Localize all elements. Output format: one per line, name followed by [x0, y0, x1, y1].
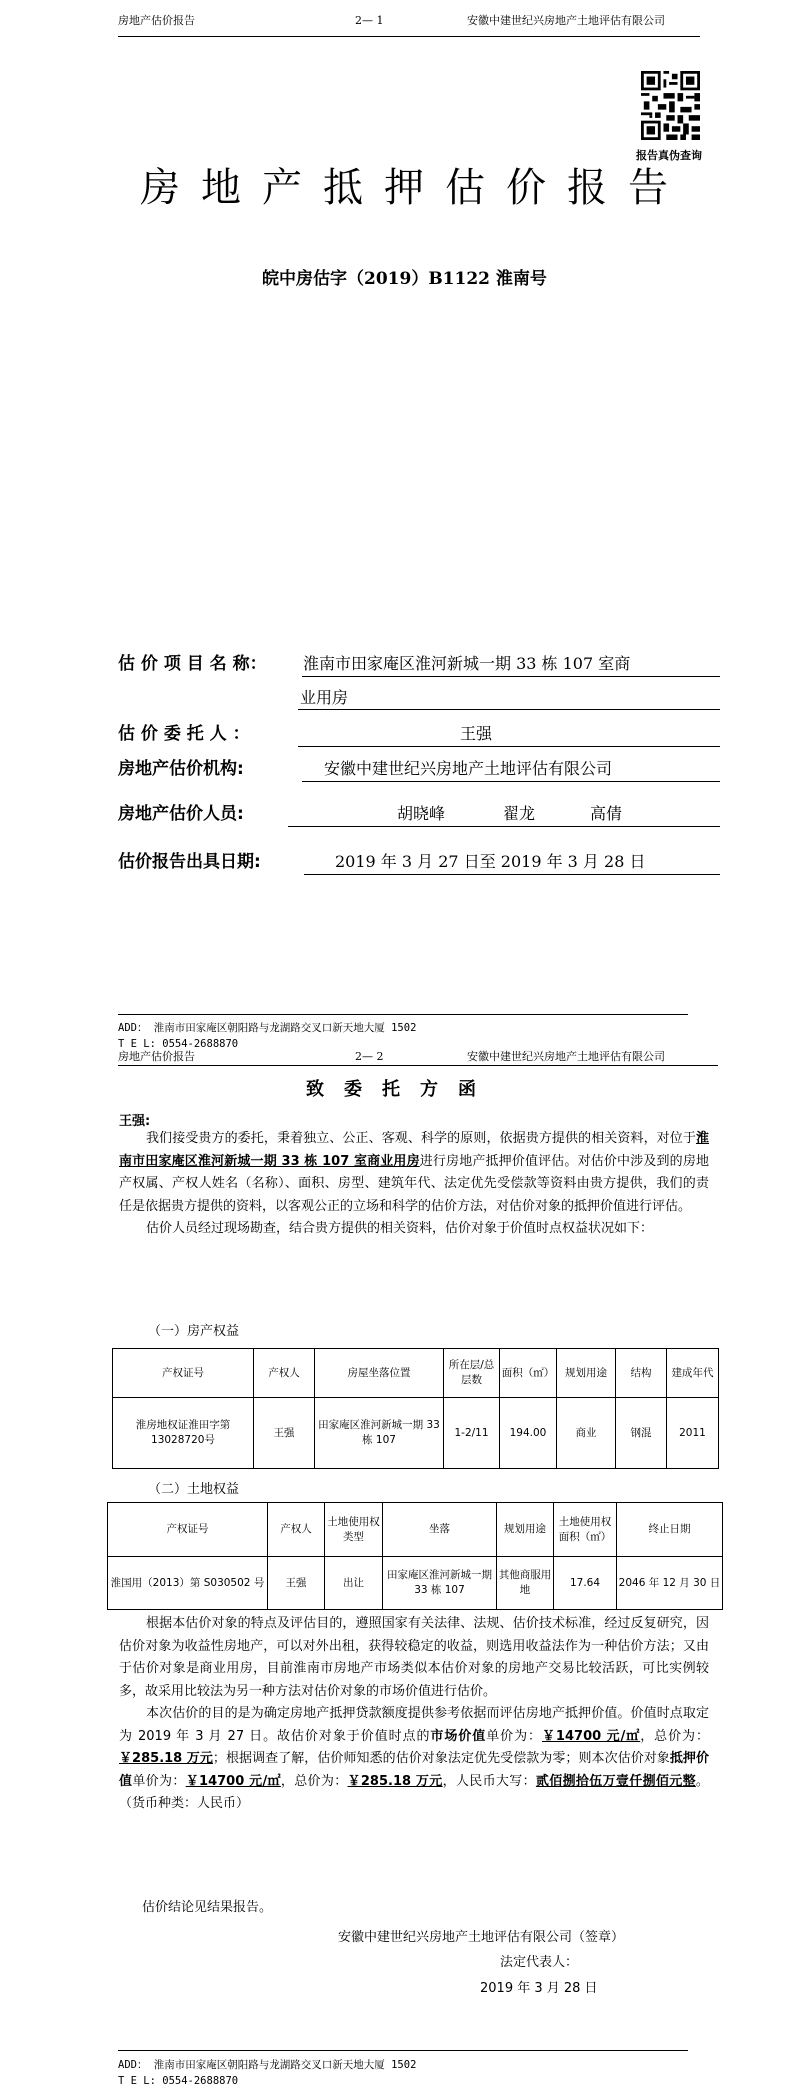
text: 单价为： [486, 1728, 542, 1744]
section-title-property: （一）房产权益 [148, 1324, 240, 1339]
table-cell: 其他商服用地 [497, 1557, 554, 1610]
footer-address: ADD： 淮南市田家庵区朝阳路与龙湖路交叉口新天地大厦 1502 [118, 1022, 417, 1034]
salutation: 王强: [119, 1114, 151, 1129]
table-header-row [108, 1503, 723, 1557]
table-cell: 钢混 [616, 1398, 667, 1469]
appraiser-name: 高倩 [590, 804, 623, 823]
appraiser-name: 翟龙 [503, 804, 536, 823]
table-header: 房屋坐落位置 [315, 1349, 444, 1398]
qr-caption: 报告真伪查询 [636, 149, 702, 162]
header-rule [118, 36, 700, 37]
capital-amount: 贰佰捌拾伍万壹仟捌佰元整 [535, 1773, 696, 1789]
header-right: 安徽中建世纪兴房地产土地评估有限公司 [467, 1050, 665, 1063]
page-number: 2— 1 [355, 14, 384, 27]
header-left: 房地产估价报告 [118, 1050, 195, 1063]
footer-phone: T E L: 0554-2688870 [118, 1038, 239, 1050]
page-number: 2— 2 [355, 1050, 384, 1063]
field-label-appraisers: 房地产估价人员: [118, 804, 244, 824]
appraiser-name: 胡晓峰 [397, 804, 446, 823]
conclusion-note: 估价结论见结果报告。 [142, 1900, 273, 1915]
property-address: 淮南市田家庵区淮河新城一期 33 栋 107 室商业用房 [119, 1131, 709, 1169]
field-label-client: 估 价 委 托 人 ： [118, 724, 250, 744]
table-cell: 出让 [325, 1557, 383, 1610]
table-header: 坐落 [383, 1503, 497, 1557]
header-right: 安徽中建世纪兴房地产土地评估有限公司 [467, 14, 665, 27]
table-cell: 淮国用（2013）第 S030502 号 [108, 1557, 268, 1610]
table-cell: 田家庵区淮河新城一期 33 栋 107 [315, 1398, 444, 1469]
table-header: 终止日期 [617, 1503, 723, 1557]
table-header: 面积（㎡） [500, 1349, 557, 1398]
table-cell: 2046 年 12 月 30 日 [617, 1557, 723, 1610]
footer-rule [118, 2050, 688, 2051]
header-rule [118, 1065, 718, 1066]
signature-legal-rep: 法定代表人： [500, 1955, 579, 1970]
field-value-project-name-line1: 淮南市田家庵区淮河新城一期 33 栋 107 室商 [303, 654, 631, 673]
signature-date: 2019 年 3 月 28 日 [480, 1981, 598, 1996]
text: 我们接受贵方的委托，秉着独立、公正、客观、科学的原则，依据贵方提供的相关资料，对位于 [146, 1131, 696, 1146]
table-header: 产权人 [254, 1349, 315, 1398]
field-label-agency: 房地产估价机构: [118, 759, 244, 779]
header-left: 房地产估价报告 [118, 14, 195, 27]
table-header: 规划用途 [497, 1503, 554, 1557]
text: ，人民币大写： [442, 1773, 536, 1789]
text: 。（货币种类：人民币） [119, 1773, 709, 1811]
table-cell: 商业 [557, 1398, 616, 1469]
table-header: 产权证号 [108, 1503, 268, 1557]
table-cell: 王强 [268, 1557, 325, 1610]
table-cell: 2011 [667, 1398, 719, 1469]
table-cell: 17.64 [554, 1557, 617, 1610]
property-rights-table [112, 1348, 719, 1469]
text: ；根据调查了解，估价师知悉的估价对象法定优先受偿款为零；则本次估价对象 [212, 1751, 670, 1766]
text: 单价为： [132, 1773, 186, 1789]
table-header: 土地使用权面积（㎡） [554, 1503, 617, 1557]
signature-company: 安徽中建世纪兴房地产土地评估有限公司（签章） [338, 1930, 625, 1945]
table-cell: 田家庵区淮河新城一期 33 栋 107 [383, 1557, 497, 1610]
mortgage-value-label: 抵押价值 [119, 1751, 709, 1789]
footer-phone: T E L: 0554-2688870 [118, 2075, 239, 2087]
footer-address: ADD： 淮南市田家庵区朝阳路与龙湖路交叉口新天地大厦 1502 [118, 2059, 417, 2071]
underline [298, 746, 720, 747]
underline [304, 874, 720, 875]
field-value-report-date: 2019 年 3 月 27 日至 2019 年 3 月 28 日 [335, 852, 646, 871]
method-text: 根据本估价对象的特点及评估目的，遵照国家有关法律、法规、估价技术标准，经过反复研究，因估价对象为收益性房地产，可以对外出租，获得较稳定的收益，则选用收益法作为一种估价方法；又由于估价对象是商业用房，目前淮南市房地产市场类似本估价对象的房地产交易比较活跃，可比实例较多，故采用比较法为另一种方法对估价对象的市场价值进行估价。 [119, 1616, 709, 1699]
qr-code-icon[interactable] [641, 71, 700, 140]
underline [302, 781, 720, 782]
mortgage-unit-price: ￥14700 元/㎡ [185, 1773, 281, 1789]
mortgage-total-price: ￥285.18 万元 [347, 1773, 443, 1789]
footer-rule [118, 1014, 688, 1015]
letter-title: 致委托方函 [306, 1079, 496, 1100]
table-header: 结构 [616, 1349, 667, 1398]
field-label-report-date: 估价报告出具日期: [118, 852, 261, 872]
table-cell: 淮房地权证淮田字第13028720号 [113, 1398, 254, 1469]
report-title: 房地产抵押估价报告 [140, 165, 689, 211]
table-header: 产权证号 [113, 1349, 254, 1398]
field-value-project-name-line2: 业用房 [300, 688, 349, 707]
paragraph-method [119, 1613, 709, 1816]
table-cell: 王强 [254, 1398, 315, 1469]
table-header: 规划用途 [557, 1349, 616, 1398]
text: ，总价为： [640, 1728, 709, 1744]
table-header: 所在层/总层数 [444, 1349, 500, 1398]
section-title-land: （二）土地权益 [148, 1482, 240, 1497]
text: ，总价为： [280, 1773, 348, 1789]
report-number: 皖中房估字（2019）B1122 淮南号 [262, 269, 547, 289]
table-row [108, 1557, 723, 1610]
underline [288, 826, 720, 827]
table-header: 产权人 [268, 1503, 325, 1557]
table-row [113, 1398, 719, 1469]
market-value-label: 市场价值 [430, 1728, 487, 1744]
underline [302, 676, 720, 677]
paragraph-status: 估价人员经过现场勘查，结合贵方提供的相关资料，估价对象于价值时点权益状况如下： [146, 1221, 654, 1236]
field-value-agency: 安徽中建世纪兴房地产土地评估有限公司 [324, 759, 613, 778]
market-total-price: ￥285.18 万元 [119, 1751, 213, 1766]
table-cell: 1-2/11 [444, 1398, 500, 1469]
text: 本次估价的目的是为确定房地产抵押贷款额度提供参考依据而评估房地产抵押价值。价值时点取定为 2019 年 3 月 27 日。故估价对象于价值时点的 [119, 1706, 709, 1744]
paragraph-conclusion [119, 1703, 709, 1816]
underline [298, 709, 720, 710]
table-cell: 194.00 [500, 1398, 557, 1469]
field-value-client: 王强 [460, 724, 493, 743]
table-header-row [113, 1349, 719, 1398]
land-rights-table [107, 1502, 723, 1610]
text: 进行房地产抵押价值评估。对估价中涉及到的房地产权属、产权人姓名（名称）、面积、房型、建筑年代、法定优先受偿款等资料由贵方提供，我们的责任是依据贵方提供的资料，以客观公正的立场和科学的估价方法，对估价对象的抵押价值进行评估。 [119, 1153, 709, 1214]
paragraph-intro [119, 1128, 709, 1241]
table-header: 土地使用权类型 [325, 1503, 383, 1557]
market-unit-price: ￥14700 元/㎡ [541, 1728, 641, 1744]
field-label-project-name: 估 价 项 目 名 称： [118, 654, 267, 674]
table-header: 建成年代 [667, 1349, 719, 1398]
